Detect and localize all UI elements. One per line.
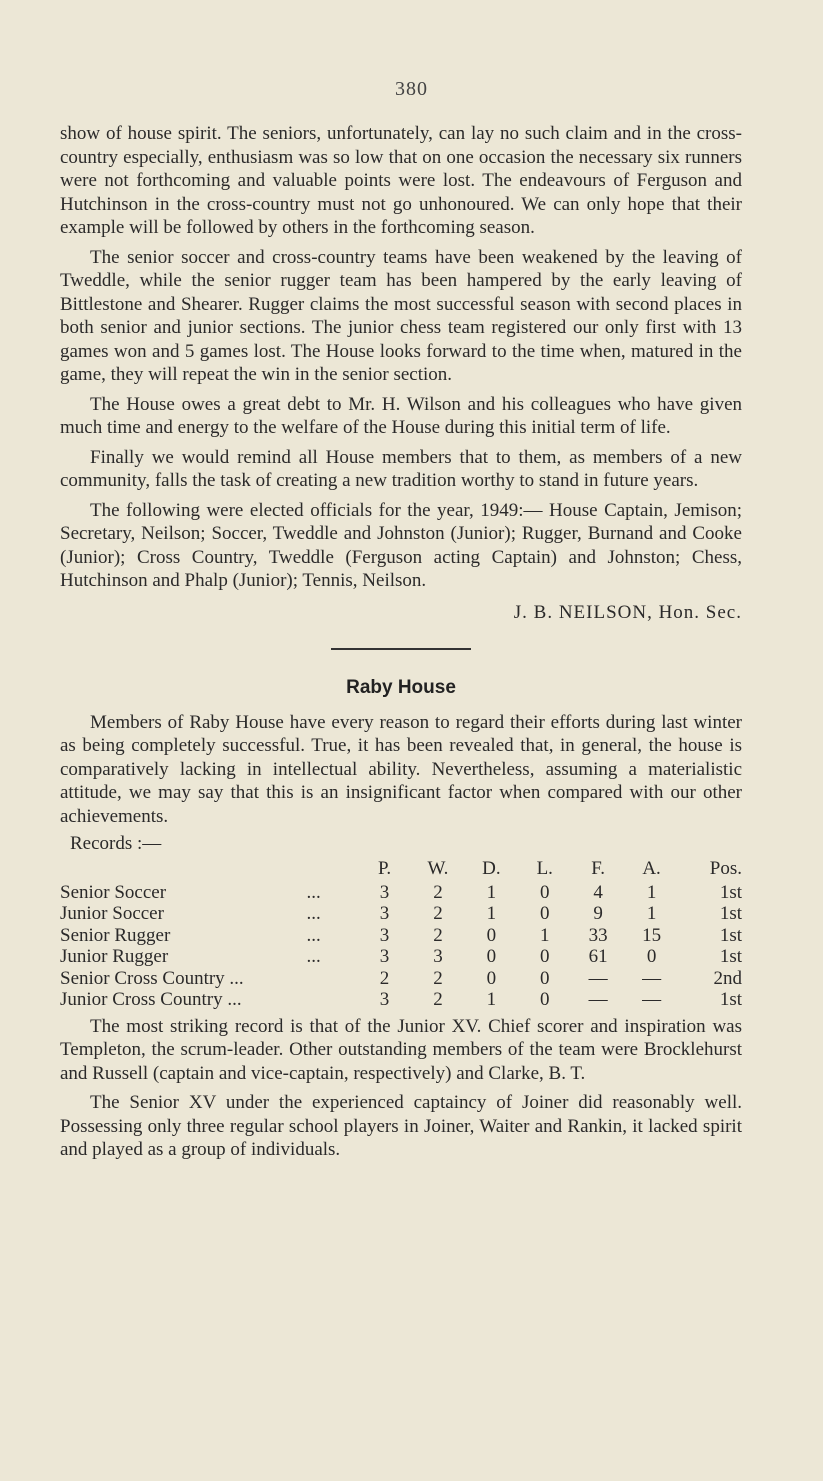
leader-dots: ...: [306, 903, 321, 924]
position-cell: 1st: [719, 989, 742, 1010]
for-cell: —: [588, 967, 608, 989]
header-position: Pos.: [709, 858, 742, 879]
drawn-cell: 0: [486, 924, 497, 946]
header-team: [60, 858, 307, 882]
for-cell: 9: [593, 903, 603, 924]
table-row: [60, 882, 742, 904]
team-name: Junior Rugger: [60, 946, 169, 967]
header-spacer: [307, 858, 358, 882]
table-row: [60, 925, 742, 947]
position-cell: 1st: [719, 903, 742, 924]
paragraph: The most striking record is that of the Junior XV. Chief scorer and inspiration was Templeton, the scrum-leader. Other outstanding members of the team were Brocklehurst and Russell (captain and vice-captain, respectively) and Clarke, B. T.: [60, 1015, 742, 1084]
lost-cell: 1: [540, 924, 550, 946]
played-cell: 3: [379, 989, 390, 1010]
position-cell: 1st: [719, 946, 742, 967]
for-cell: 61: [588, 946, 608, 967]
for-cell: 33: [588, 924, 608, 946]
records-label: [60, 832, 742, 856]
team-name: Junior Soccer: [60, 903, 164, 924]
records-header-row: [60, 858, 742, 882]
header-drawn: D.: [482, 858, 501, 879]
body-text: [60, 122, 742, 1162]
leader-dots: ...: [306, 924, 321, 946]
played-cell: 3: [379, 924, 390, 946]
paragraph: Members of Raby House have every reason to regard their efforts during last winter as being completely successful. True, it has been revealed that, in general, the house is comparatively lacking in intellectual ability. Nevertheless, assuming a materialistic attitude, we may say that this is an insignificant factor when compared with our other achievements.: [60, 711, 742, 827]
team-name: Senior Soccer: [60, 881, 167, 903]
against-cell: 15: [642, 924, 662, 946]
against-cell: —: [642, 967, 662, 989]
for-cell: 4: [593, 881, 603, 903]
records-label-text: Records :—: [70, 833, 162, 854]
paragraph: The following were elected officials for the year, 1949:— House Captain, Jemison; Secretary, Neilson; Soccer, Tweddle and Johnston (Junior); Rugger, Burnand and Cooke (Junior); Cross Country, Tweddle (Ferguson acting Captain) and Johnston; Chess, Hutchinson and Phalp (Junior); Tennis, Neilson.: [60, 499, 742, 591]
position-cell: 1st: [719, 924, 742, 946]
header-for: F.: [591, 858, 606, 879]
against-cell: 1: [646, 903, 657, 924]
signature: J. B. NEILSON, Hon. Sec.: [513, 601, 742, 623]
header-played: P.: [377, 858, 392, 879]
drawn-cell: 0: [486, 967, 497, 989]
table-row: [60, 946, 742, 968]
drawn-cell: 0: [486, 946, 497, 967]
table-row: [60, 968, 742, 990]
lost-cell: 0: [540, 967, 550, 989]
team-name: Senior Cross Country ...: [60, 967, 244, 989]
paragraph: The House owes a great debt to Mr. H. Wilson and his colleagues who have given much time and energy to the welfare of the House during this initial term of life.: [60, 393, 742, 438]
section-title: Raby House: [346, 676, 456, 698]
for-cell: —: [588, 989, 608, 1010]
lost-cell: 0: [540, 989, 550, 1010]
lost-cell: 0: [540, 946, 550, 967]
records-table: [60, 858, 742, 1011]
page-number: 380: [395, 78, 428, 100]
position-cell: 2nd: [713, 967, 742, 989]
won-cell: 2: [433, 903, 443, 924]
played-cell: 3: [379, 903, 390, 924]
won-cell: 2: [433, 967, 443, 989]
drawn-cell: 1: [486, 989, 497, 1010]
team-name: Junior Cross Country ...: [60, 989, 242, 1010]
team-name: Senior Rugger: [60, 924, 171, 946]
paragraph: Finally we would remind all House members that to them, as members of a new community, falls the task of creating a new tradition worthy to stand in future years.: [60, 446, 742, 491]
played-cell: 3: [379, 946, 390, 967]
paragraph: The senior soccer and cross-country teams have been weakened by the leaving of Tweddle, while the senior rugger team has been hampered by the early leaving of Bittlestone and Shearer. Rugger claims the most successful season with second places in both senior and junior sections. The junior chess team registered our only first with 13 games won and 5 games lost. The House looks forward to the time when, matured in the game, they will repeat the win in the senior section.: [60, 246, 742, 385]
header-won: W.: [427, 858, 449, 879]
played-cell: 2: [379, 967, 390, 989]
drawn-cell: 1: [486, 881, 497, 903]
paragraph: show of house spirit. The seniors, unfortunately, can lay no such claim and in the cross-country especially, enthusiasm was so low that on one occasion the necessary six runners were not forthcoming and valuable points were lost. The endeavours of Ferguson and Hutchinson in the cross-country must not go unhonoured. We can only hope that their example will be followed by others in the forthcoming season.: [60, 123, 742, 238]
won-cell: 2: [433, 881, 443, 903]
leader-dots: ...: [306, 881, 321, 903]
played-cell: 3: [379, 881, 390, 903]
won-cell: 3: [433, 946, 443, 967]
section-divider: [331, 648, 471, 650]
lost-cell: 0: [540, 881, 550, 903]
won-cell: 2: [433, 924, 443, 946]
leader-dots: ...: [306, 946, 321, 967]
against-cell: —: [642, 989, 662, 1010]
against-cell: 1: [646, 881, 657, 903]
against-cell: 0: [646, 946, 657, 967]
lost-cell: 0: [540, 903, 550, 924]
position-cell: 1st: [719, 881, 742, 903]
table-row: [60, 903, 742, 925]
header-against: A.: [642, 858, 661, 879]
drawn-cell: 1: [486, 903, 497, 924]
paragraph: The Senior XV under the experienced captaincy of Joiner did reasonably well. Possessing only three regular school players in Joiner, Waiter and Rankin, it lacked spirit and played as a group of individuals.: [60, 1092, 742, 1160]
won-cell: 2: [433, 989, 443, 1010]
header-lost: L.: [536, 858, 553, 879]
table-row: [60, 989, 742, 1011]
